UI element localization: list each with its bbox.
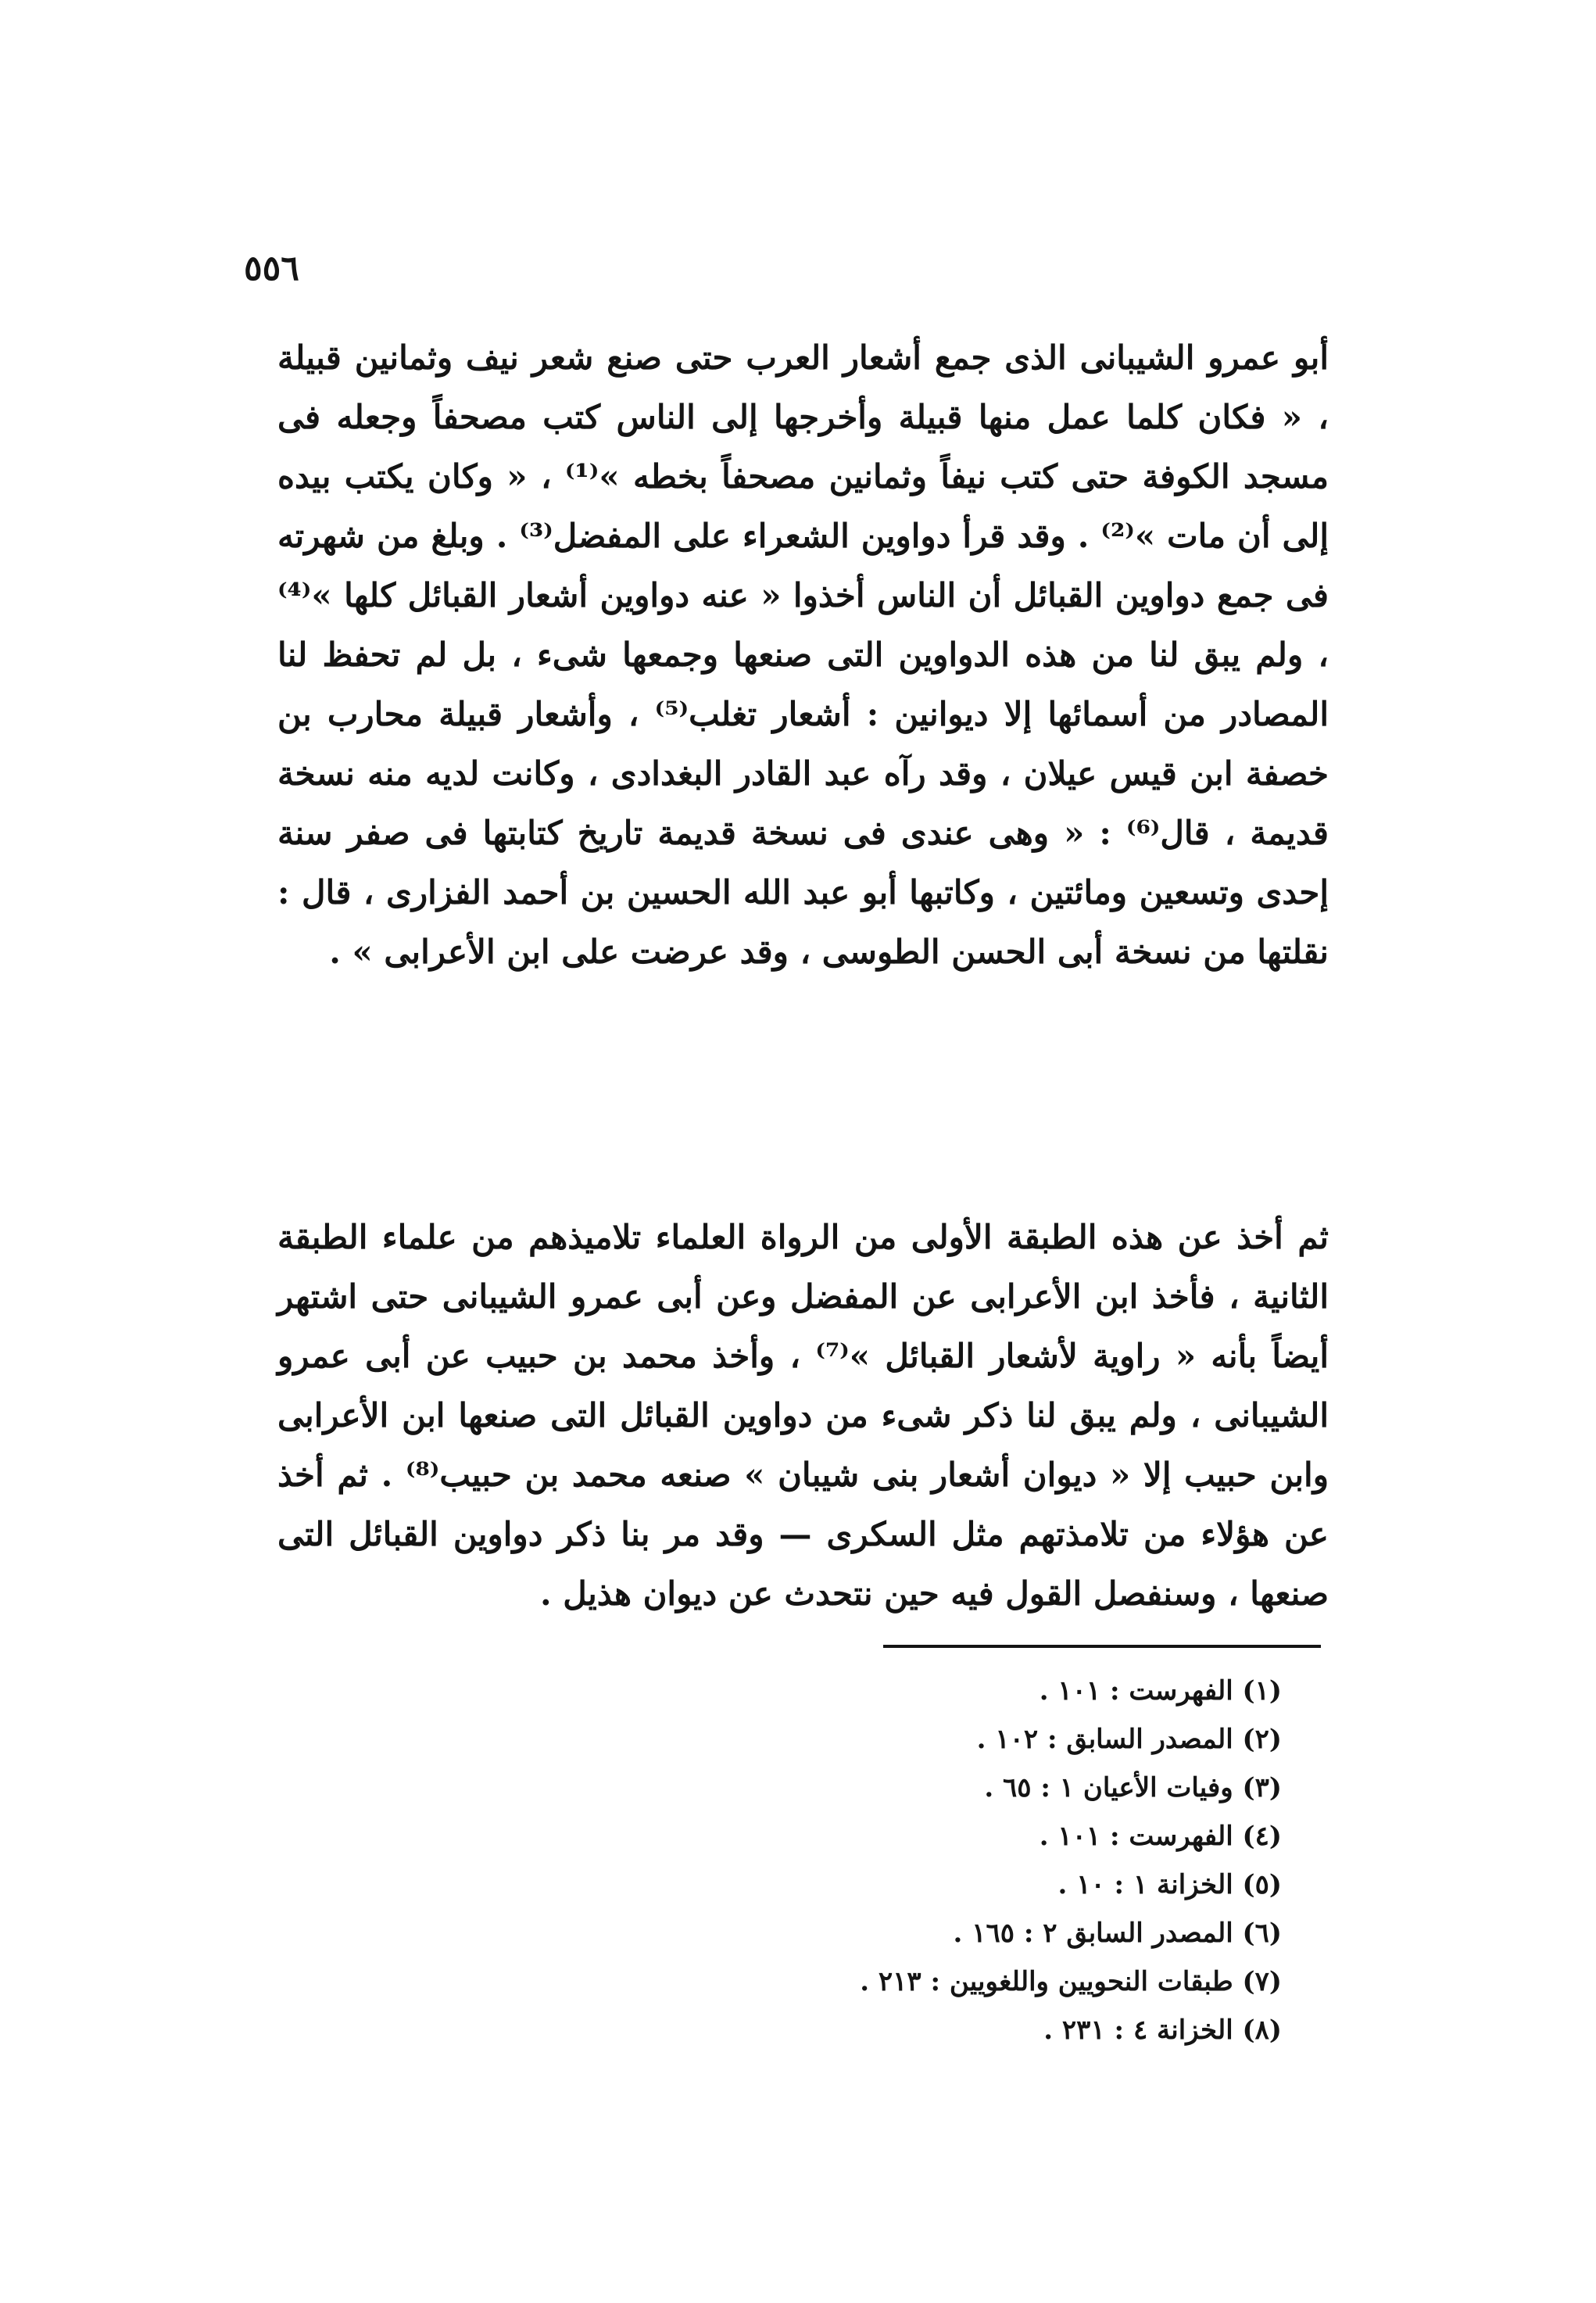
footnote-item: (٨) الخزانة ٤ : ٢٣١ .	[1043, 2015, 1282, 2046]
footnote-item: (١) الفهرست : ١٠١ .	[1039, 1675, 1282, 1707]
footnote-item: (٥) الخزانة ١ : ١٠ .	[1057, 1869, 1282, 1900]
footnote-item: (٤) الفهرست : ١٠١ .	[1039, 1821, 1282, 1852]
paragraph-2-text: ثم أخذ عن هذه الطبقة الأولى من الرواة العلماء تلاميذهم من علماء الطبقة الثانية ، فأخذ ابن الأعرابى عن المفضل وعن أبى عمرو الشيبانى حتى اشتهر أيضاً بأنه « راوية لأشعار القبائل »⁽⁷⁾ ، وأخذ محمد بن حبيب عن أبى عمرو الشيبانى ، ولم يبق لنا ذكر شىء من دواوين القبائل التى صنعها ابن الأعرابى وابن حبيب إلا « ديوان أشعار بنى شيبان » صنعه محمد بن حبيب⁽⁸⁾ . ثم أخذ عن هؤلاء من تلامذتهم مثل السكرى — وقد مر بنا ذكر دواوين القبائل التى صنعها ، وسنفصل القول فيه حين نتحدث عن ديوان هذيل .	[277, 1218, 1329, 1613]
footnote-item: (٢) المصدر السابق : ١٠٢ .	[976, 1724, 1282, 1755]
footnotes-list	[547, 1667, 1282, 2054]
footnote-divider	[883, 1645, 1321, 1648]
footnote-item: (٧) طبقات النحويين واللغويين : ٢١٣ .	[860, 1966, 1282, 1997]
paragraph-2	[277, 1208, 1329, 1624]
footnote-item: (٦) المصدر السابق ٢ : ١٦٥ .	[953, 1918, 1282, 1949]
page-number: ٥٥٦	[244, 249, 299, 288]
paragraph-1-text: أبو عمرو الشيبانى الذى جمع أشعار العرب حتى صنع شعر نيف وثمانين قبيلة ، « فكان كلما عمل منها قبيلة وأخرجها إلى الناس كتب مصحفاً وجعله فى مسجد الكوفة حتى كتب نيفاً وثمانين مصحفاً بخطه »⁽¹⁾ ، « وكان يكتب بيده إلى أن مات »⁽²⁾ . وقد قرأ دواوين الشعراء على المفضل⁽³⁾ . وبلغ من شهرته فى جمع دواوين القبائل أن الناس أخذوا « عنه دواوين أشعار القبائل كلها »⁽⁴⁾ ، ولم يبق لنا من هذه الدواوين التى صنعها وجمعها شىء ، بل لم تحفظ لنا المصادر من أسمائها إلا ديوانين : أشعار تغلب⁽⁵⁾ ، وأشعار قبيلة محارب بن خصفة ابن قيس عيلان ، وقد رآه عبد القادر البغدادى ، وكانت لديه منه نسخة قديمة ، قال⁽⁶⁾ : « وهى عندى فى نسخة قديمة تاريخ كتابتها فى صفر سنة إحدى وتسعين ومائتين ، وكاتبها أبو عبد الله الحسين بن أحمد الفزارى ، قال : نقلتها من نسخة أبى الحسن الطوسى ، وقد عرضت على ابن الأعرابى » .	[277, 338, 1329, 971]
footnote-item: (٣) وفيات الأعيان ١ : ٦٥ .	[984, 1772, 1282, 1803]
paragraph-1	[277, 328, 1329, 982]
